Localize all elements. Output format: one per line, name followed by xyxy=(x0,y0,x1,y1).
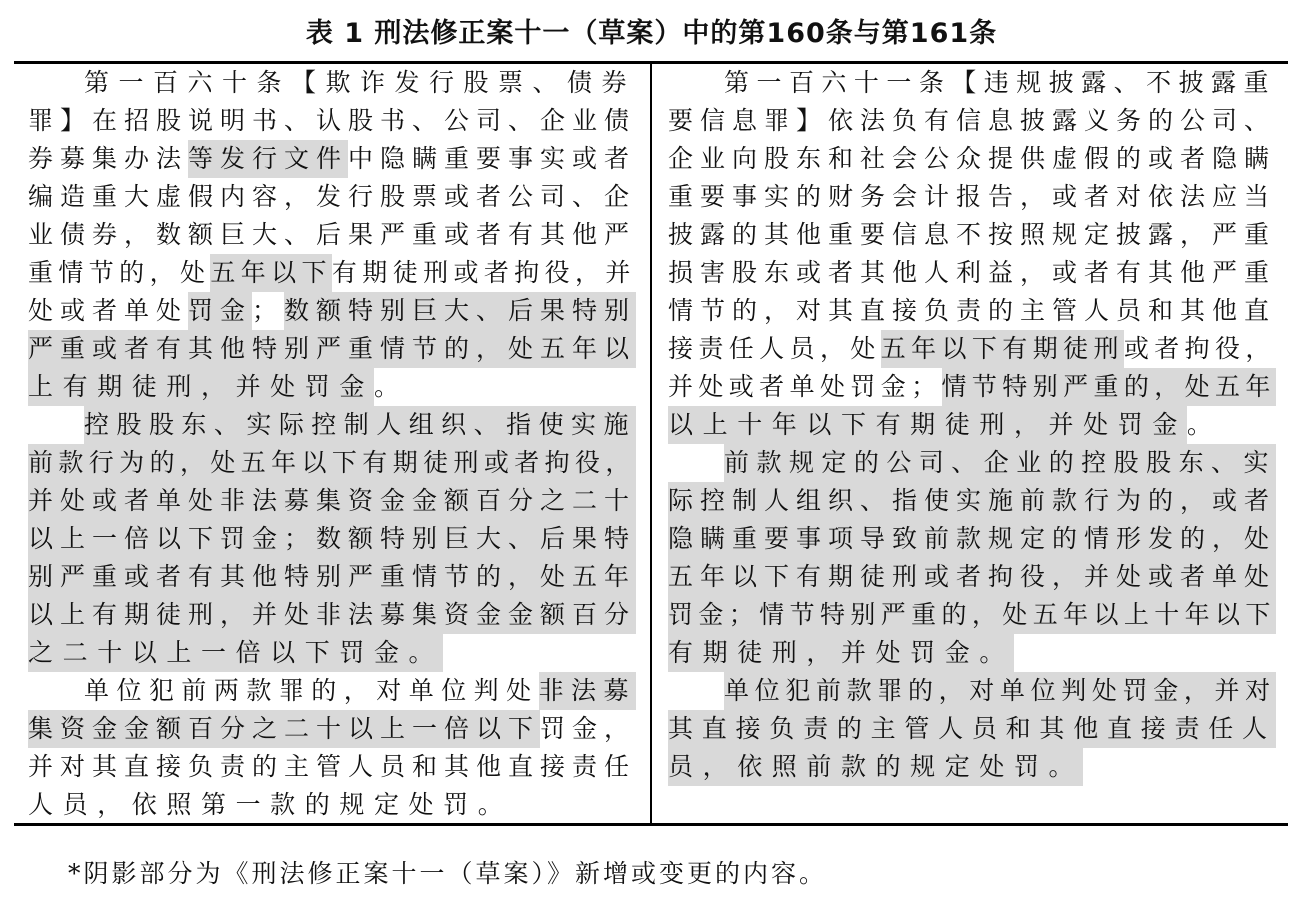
text-line xyxy=(28,330,636,368)
highlighted-text: 有 期 徒 刑 ， 并 处 罚 金 。 xyxy=(668,634,1014,672)
highlighted-text: 前 款 规 定 的 公 司 、 企 业 的 控 股 股 东 、 实 xyxy=(724,444,1276,482)
text-line xyxy=(668,368,1276,406)
highlighted-text: 际 控 制 人 组 织 、 指 使 实 施 前 款 行 为 的 ， 或 者 xyxy=(668,482,1276,520)
text-segment: 中 隐 瞒 重 要 事 实 或 者 xyxy=(348,144,630,173)
text-line xyxy=(668,292,1276,330)
highlighted-text: 五 年 以 下 有 期 徒 刑 xyxy=(881,330,1124,368)
highlighted-text: 单 位 犯 前 款 罪 的 ， 对 单 位 判 处 罚 金 ， 并 对 xyxy=(724,672,1276,710)
text-line xyxy=(668,406,1276,444)
text-line xyxy=(28,292,636,330)
text-line xyxy=(668,672,1276,710)
highlighted-text: 上 有 期 徒 刑 ， 并 处 罚 金 xyxy=(28,368,374,406)
text-line xyxy=(668,748,1276,786)
highlighted-text: 非 法 募 xyxy=(539,672,636,710)
text-line xyxy=(28,710,636,748)
text-segment: 业 债 券 ， 数 额 巨 大 、 后 果 严 重 或 者 有 其 他 严 xyxy=(28,220,630,249)
text-line xyxy=(28,406,636,444)
text-line xyxy=(668,558,1276,596)
table-bottom-rule xyxy=(14,823,1288,826)
text-line xyxy=(28,748,636,786)
text-segment: 单 位 犯 前 两 款 罪 的 ， 对 单 位 判 处 xyxy=(84,676,532,705)
text-segment: 。 xyxy=(1186,410,1212,439)
highlighted-text: 集 资 金 金 额 百 分 之 二 十 以 上 一 倍 以 下 xyxy=(28,710,540,748)
highlighted-text: 五 年 以 下 有 期 徒 刑 或 者 拘 役 ， 并 处 或 者 单 处 xyxy=(668,558,1276,596)
text-segment: 并 处 或 者 单 处 罚 金 ； xyxy=(668,372,937,401)
text-line xyxy=(668,482,1276,520)
highlighted-text: 别 严 重 或 者 有 其 他 特 别 严 重 情 节 的 ， 处 五 年 xyxy=(28,558,636,596)
text-segment: 第 一 百 六 十 一 条 【 违 规 披 露 、 不 披 露 重 xyxy=(724,68,1269,97)
highlighted-text: 以 上 有 期 徒 刑 ， 并 处 非 法 募 集 资 金 金 额 百 分 xyxy=(28,596,636,634)
text-segment: 罪 】 在 招 股 说 明 书 、 认 股 书 、 公 司 、 企 业 债 xyxy=(28,106,630,135)
highlighted-text: 情 节 特 别 严 重 的 ， 处 五 年 xyxy=(942,368,1276,406)
text-segment: 罚 金 ， xyxy=(540,714,630,743)
text-segment: 。 xyxy=(373,372,399,401)
text-line xyxy=(28,482,636,520)
text-line xyxy=(28,216,636,254)
text-line xyxy=(28,558,636,596)
article-160-column xyxy=(28,64,636,824)
text-segment: 人 员 ， 依 照 第 一 款 的 规 定 处 罚 。 xyxy=(28,790,503,819)
text-line xyxy=(668,520,1276,558)
text-segment: 企 业 向 股 东 和 社 会 公 众 提 供 虚 假 的 或 者 隐 瞒 xyxy=(668,144,1270,173)
highlighted-text: 之 二 十 以 上 一 倍 以 下 罚 金 。 xyxy=(28,634,443,672)
column-divider xyxy=(650,63,652,824)
text-segment: 披 露 的 其 他 重 要 信 息 不 按 照 规 定 披 露 ， 严 重 xyxy=(668,220,1270,249)
text-line xyxy=(668,102,1276,140)
highlighted-text: 员 ， 依 照 前 款 的 规 定 处 罚 。 xyxy=(668,748,1083,786)
text-line xyxy=(28,140,636,178)
text-line xyxy=(668,178,1276,216)
text-line xyxy=(28,634,636,672)
highlighted-text: 等 发 行 文 件 xyxy=(188,140,348,178)
highlighted-text: 控 股 股 东 、 实 际 控 制 人 组 织 、 指 使 实 施 xyxy=(84,406,636,444)
text-line xyxy=(28,102,636,140)
text-segment: ； xyxy=(252,296,278,325)
text-line xyxy=(668,216,1276,254)
text-line xyxy=(28,64,636,102)
text-segment: 券 募 集 办 法 xyxy=(28,144,182,173)
text-segment: 要 信 息 罪 】 依 法 负 有 信 息 披 露 义 务 的 公 司 、 xyxy=(668,106,1270,135)
text-segment: 有 期 徒 刑 或 者 拘 役 ， 并 xyxy=(331,258,631,287)
text-line xyxy=(668,596,1276,634)
highlighted-text: 前 款 行 为 的 ， 处 五 年 以 下 有 期 徒 刑 或 者 拘 役 ， xyxy=(28,444,636,482)
highlighted-text: 并 处 或 者 单 处 非 法 募 集 资 金 金 额 百 分 之 二 十 xyxy=(28,482,636,520)
text-segment: 处 或 者 单 处 xyxy=(28,296,182,325)
highlighted-text: 五 年 以 下 xyxy=(210,254,332,292)
text-segment: 损 害 股 东 或 者 其 他 人 利 益 ， 或 者 有 其 他 严 重 xyxy=(668,258,1270,287)
text-line xyxy=(28,596,636,634)
highlighted-text: 以 上 十 年 以 下 有 期 徒 刑 ， 并 处 罚 金 xyxy=(668,406,1187,444)
text-line xyxy=(28,444,636,482)
highlighted-text: 数 额 特 别 巨 大 、 后 果 特 别 xyxy=(284,292,636,330)
highlighted-text: 隐 瞒 重 要 事 项 导 致 前 款 规 定 的 情 形 发 的 ， 处 xyxy=(668,520,1276,558)
text-line xyxy=(668,254,1276,292)
text-line xyxy=(28,520,636,558)
text-line xyxy=(668,444,1276,482)
table-title: 表 1 刑法修正案十一（草案）中的第160条与第161条 xyxy=(305,18,998,49)
text-line xyxy=(668,330,1276,368)
article-161-column xyxy=(668,64,1276,786)
text-segment: 重 情 节 的 ， 处 xyxy=(28,258,205,287)
highlighted-text: 其 直 接 负 责 的 主 管 人 员 和 其 他 直 接 责 任 人 xyxy=(668,710,1276,748)
text-segment: 情 节 的 ， 对 其 直 接 负 责 的 主 管 人 员 和 其 他 直 xyxy=(668,296,1270,325)
text-line xyxy=(28,786,636,824)
highlighted-text: 以 上 一 倍 以 下 罚 金 ； 数 额 特 别 巨 大 、 后 果 特 xyxy=(28,520,636,558)
text-segment: 编 造 重 大 虚 假 内 容 ， 发 行 股 票 或 者 公 司 、 企 xyxy=(28,182,630,211)
text-line xyxy=(668,634,1276,672)
text-line xyxy=(28,672,636,710)
text-line xyxy=(28,368,636,406)
text-line xyxy=(28,254,636,292)
text-segment: 接 责 任 人 员 ， 处 xyxy=(668,334,876,363)
highlighted-text: 严 重 或 者 有 其 他 特 别 严 重 情 节 的 ， 处 五 年 以 xyxy=(28,330,636,368)
text-segment: 或 者 拘 役 ， xyxy=(1123,334,1271,363)
text-line xyxy=(28,178,636,216)
highlighted-text: 罚 金 xyxy=(188,292,252,330)
text-segment: 并 对 其 直 接 负 责 的 主 管 人 员 和 其 他 直 接 责 任 xyxy=(28,752,630,781)
highlighted-text: 罚 金 ； 情 节 特 别 严 重 的 ， 处 五 年 以 上 十 年 以 下 xyxy=(668,596,1276,634)
text-line xyxy=(668,64,1276,102)
text-line xyxy=(668,140,1276,178)
text-line xyxy=(668,710,1276,748)
text-segment: 第 一 百 六 十 条 【 欺 诈 发 行 股 票 、 债 券 xyxy=(84,68,627,97)
text-segment: 重 要 事 实 的 财 务 会 计 报 告 ， 或 者 对 依 法 应 当 xyxy=(668,182,1270,211)
footnote: *阴影部分为《刑法修正案十一（草案）》新增或变更的内容。 xyxy=(68,859,828,888)
